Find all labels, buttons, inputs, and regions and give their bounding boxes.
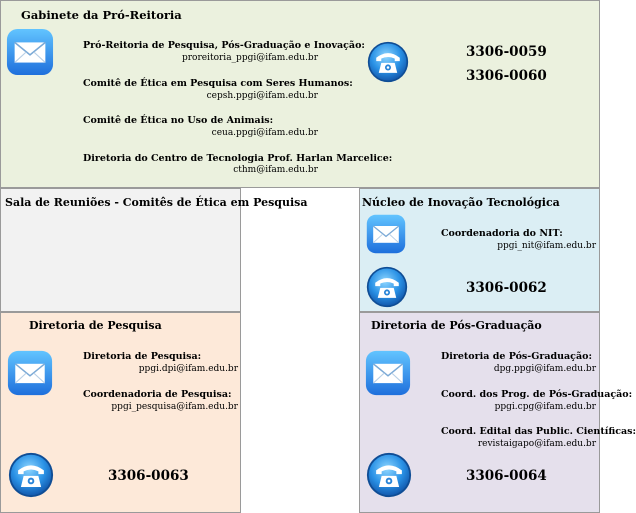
gabinete-entry-email[interactable]: cthm@ifam.edu.br: [233, 165, 318, 175]
gabinete-phone: 3306-0060: [466, 68, 547, 84]
pesquisa-entry-email[interactable]: ppgi.dpi@ifam.edu.br: [138, 364, 238, 374]
mail-envelope-icon: [366, 214, 406, 254]
mail-envelope-icon: [365, 350, 411, 396]
pesquisa-phone: 3306-0063: [108, 468, 189, 484]
nit-title: Núcleo de Inovação Tecnológica: [362, 196, 560, 209]
nit-phone: 3306-0062: [466, 280, 547, 296]
posgrad-entry-email[interactable]: revistaigapo@ifam.edu.br: [477, 439, 596, 449]
posgrad-entry-label: Coord. Edital das Public. Científicas:: [441, 426, 636, 437]
gabinete-entry-email[interactable]: ceua.ppgi@ifam.edu.br: [211, 128, 318, 138]
telephone-icon: [367, 41, 409, 83]
gabinete-title: Gabinete da Pró-Reitoria: [21, 8, 182, 22]
gabinete-entry-email[interactable]: cepsh.ppgi@ifam.edu.br: [206, 91, 318, 101]
pesquisa-entry-label: Diretoria de Pesquisa:: [83, 351, 202, 362]
nit-entry-email[interactable]: ppgi_nit@ifam.edu.br: [497, 241, 596, 251]
posgrad-title: Diretoria de Pós-Graduação: [371, 319, 542, 332]
mail-envelope-icon: [6, 28, 54, 76]
pesquisa-title: Diretoria de Pesquisa: [29, 319, 162, 332]
pesquisa-entry-email[interactable]: ppgi_pesquisa@ifam.edu.br: [111, 402, 238, 412]
mail-envelope-icon: [7, 350, 53, 396]
posgrad-entry-label: Diretoria de Pós-Graduação:: [441, 351, 592, 362]
gabinete-entry-label: Diretoria do Centro de Tecnologia Prof. Harlan Marcelice:: [83, 153, 393, 164]
posgrad-entry-email[interactable]: dpg.ppgi@ifam.edu.br: [493, 364, 596, 374]
posgrad-phone: 3306-0064: [466, 468, 547, 484]
gabinete-entry-email[interactable]: proreitoria_ppgi@ifam.edu.br: [181, 53, 318, 63]
telephone-icon: [366, 452, 412, 498]
telephone-icon: [8, 452, 54, 498]
gabinete-entry-label: Pró-Reitoria de Pesquisa, Pós-Graduação e Inovação:: [83, 40, 365, 51]
telephone-icon: [366, 266, 408, 308]
nit-entry-label: Coordenadoria do NIT:: [441, 228, 563, 239]
posgrad-entry-label: Coord. dos Prog. de Pós-Graduação:: [441, 389, 633, 400]
gabinete-entry-label: Comitê de Ética no Uso de Animais:: [83, 115, 274, 126]
gabinete-phone: 3306-0059: [466, 44, 547, 60]
pesquisa-entry-label: Coordenadoria de Pesquisa:: [83, 389, 232, 400]
posgrad-entry-email[interactable]: ppgi.cpg@ifam.edu.br: [494, 402, 596, 412]
gabinete-entry-label: Comitê de Ética em Pesquisa com Seres Humanos:: [83, 78, 353, 89]
meeting-room-title: Sala de Reuniões - Comitês de Ética em Pesquisa: [5, 196, 308, 209]
